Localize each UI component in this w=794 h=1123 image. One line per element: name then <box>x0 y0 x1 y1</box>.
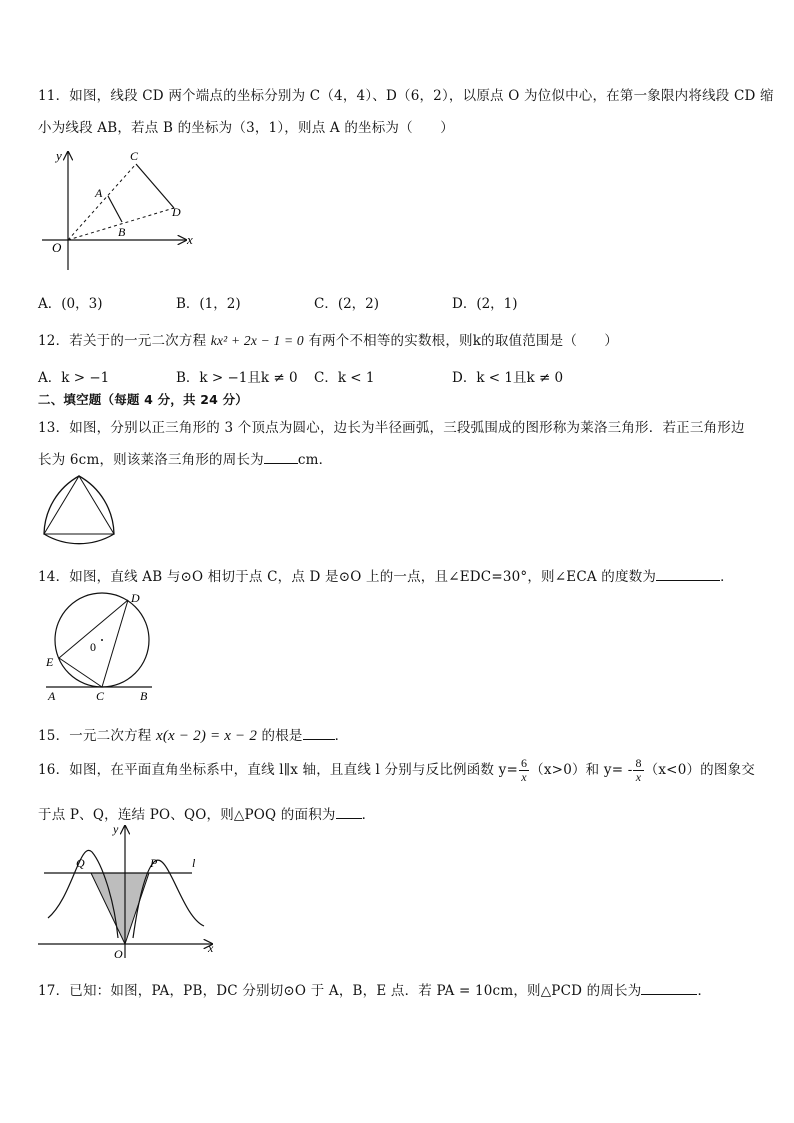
q15-text-c: ． <box>334 728 349 744</box>
q14-label-d: D <box>131 591 140 605</box>
q14-label-a: A <box>48 689 56 702</box>
q15-text-a: 一元二次方程 <box>69 728 152 744</box>
q14-chord-ec <box>59 658 102 687</box>
q12-option-a: A．k > −1 <box>38 370 110 386</box>
q14-text-b: ． <box>720 569 734 585</box>
q11-option-a: A．(0，3) <box>38 296 103 312</box>
q11-option-b: B．(1，2) <box>176 296 241 312</box>
q14-figure <box>40 590 160 702</box>
q11-label-d: D <box>172 205 181 219</box>
q11-line1 <box>38 84 774 104</box>
q16-answer-blank[interactable] <box>336 806 362 819</box>
q11-figure <box>38 144 198 272</box>
q14-label-c: C <box>96 689 105 702</box>
q12-option-d: D．k < 1且k ≠ 0 <box>452 370 564 386</box>
q16-label-q: Q <box>76 856 85 870</box>
q16-text-a: 如图，在平面直角坐标系中，直线 l∥x 轴，且直线 l 分别与反比例函数 y= <box>69 762 518 778</box>
q13-line2 <box>38 448 332 468</box>
q16-shaded-triangle-poq <box>91 873 149 944</box>
q11-text-1: 如图，线段 CD 两个端点的坐标分别为 C（4，4）、D（6，2），以原点 O 为位似中心，在第一象限内将线段 CD 缩 <box>69 88 774 104</box>
q11-number: 11． <box>38 88 70 104</box>
q14-label-e: E <box>46 655 54 669</box>
q13-line1 <box>38 416 745 436</box>
q11-label-a: A <box>95 186 103 200</box>
q17-text-a: 已知：如图，PA，PB，DC 分别切⊙O 于 A，B，E 点．若 PA = 10cm，则△PCD 的周长为 <box>69 983 642 999</box>
q16-line1 <box>38 757 755 784</box>
q14-line <box>38 565 734 585</box>
q14-center-dot <box>101 639 103 641</box>
q16-label-l: l <box>192 856 196 870</box>
q11-label-o: O <box>52 240 62 255</box>
q13-text-2a: 长为 6cm，则该莱洛三角形的周长为 <box>38 452 264 468</box>
q11-option-c: C．(2，2) <box>314 296 380 312</box>
q12-option-b: B．k > −1且k ≠ 0 <box>176 370 298 386</box>
q16-text-2b: ． <box>361 807 376 823</box>
q15-text-b: 的根是 <box>261 728 303 744</box>
q12-option-c: C．k < 1 <box>314 370 375 386</box>
q16-frac1-den: x <box>519 770 529 784</box>
q17-text-b: ． <box>697 983 712 999</box>
q11-label-b: B <box>118 225 126 239</box>
q17-line <box>38 979 711 999</box>
q14-answer-blank[interactable] <box>656 568 720 581</box>
q15-number: 15． <box>38 728 70 744</box>
q12-text-before: 若关于的一元二次方程 <box>69 333 207 349</box>
q16-fraction-8-over-x <box>633 757 643 784</box>
q15-equation: x(x − 2) = x − 2 <box>155 728 258 744</box>
q16-frac2-den: x <box>633 770 643 784</box>
q12-text-after: 有两个不相等的实数根，则k的取值范围是（ ） <box>308 333 619 349</box>
q16-curve-positive-branch <box>133 860 204 938</box>
q14-number: 14． <box>38 569 70 585</box>
q11-label-x: x <box>187 232 193 247</box>
q11-segment-ab <box>108 196 122 222</box>
q15-answer-blank[interactable] <box>303 727 335 740</box>
q13-text-1: 如图，分别以正三角形的 3 个顶点为圆心，边长为半径画弧，三段弧围成的图形称为莱洛三角形．若正三角形边 <box>69 420 745 436</box>
q14-label-o: 0 <box>90 640 96 654</box>
q16-label-p: P <box>150 856 158 870</box>
q11-label-y: y <box>56 148 62 163</box>
q14-text-a: 如图，直线 AB 与⊙O 相切于点 C，点 D 是⊙O 上的一点，且∠EDC=30°，则∠ECA 的度数为 <box>69 569 657 585</box>
q12-line <box>38 329 618 349</box>
q11-oc-dashed <box>68 164 136 240</box>
q16-label-x: x <box>208 941 214 955</box>
q12-equation: kx² + 2x − 1 = 0 <box>210 333 304 348</box>
q15-line <box>38 724 348 745</box>
q16-text-c: （x<0）的图象交 <box>644 762 755 778</box>
q14-chord-dc <box>102 600 128 687</box>
q12-number: 12． <box>38 333 70 349</box>
q16-frac2-num: 8 <box>635 756 642 770</box>
q16-label-o: O <box>114 947 123 960</box>
q13-equilateral-triangle <box>44 476 114 534</box>
q11-label-c: C <box>130 149 139 163</box>
q17-answer-blank[interactable] <box>641 982 697 995</box>
q13-reuleaux-figure <box>38 470 122 550</box>
q16-figure <box>36 818 222 960</box>
q11-segment-cd <box>136 164 174 208</box>
q17-number: 17． <box>38 983 70 999</box>
q11-text-2: 小为线段 AB，若点 B 的坐标为（3，1），则点 A 的坐标为（ ） <box>38 120 454 136</box>
q11-line2 <box>38 116 454 136</box>
q16-frac1-num: 6 <box>520 756 528 770</box>
q13-answer-blank[interactable] <box>264 451 298 464</box>
q11-option-d: D．(2，1) <box>452 296 518 312</box>
q16-text-2a: 于点 P、Q，连结 PO、QO，则△POQ 的面积为 <box>38 807 336 823</box>
q16-label-y: y <box>113 822 119 836</box>
q16-text-b: （x>0）和 y= - <box>530 762 633 778</box>
q16-fraction-6-over-x <box>519 757 529 784</box>
q13-number: 13． <box>38 420 70 436</box>
section2-title: 二、填空题（每题 4 分，共 24 分） <box>38 392 249 407</box>
q16-number: 16． <box>38 762 70 778</box>
q13-text-2b: cm． <box>297 452 333 468</box>
q14-label-b: B <box>140 689 148 702</box>
